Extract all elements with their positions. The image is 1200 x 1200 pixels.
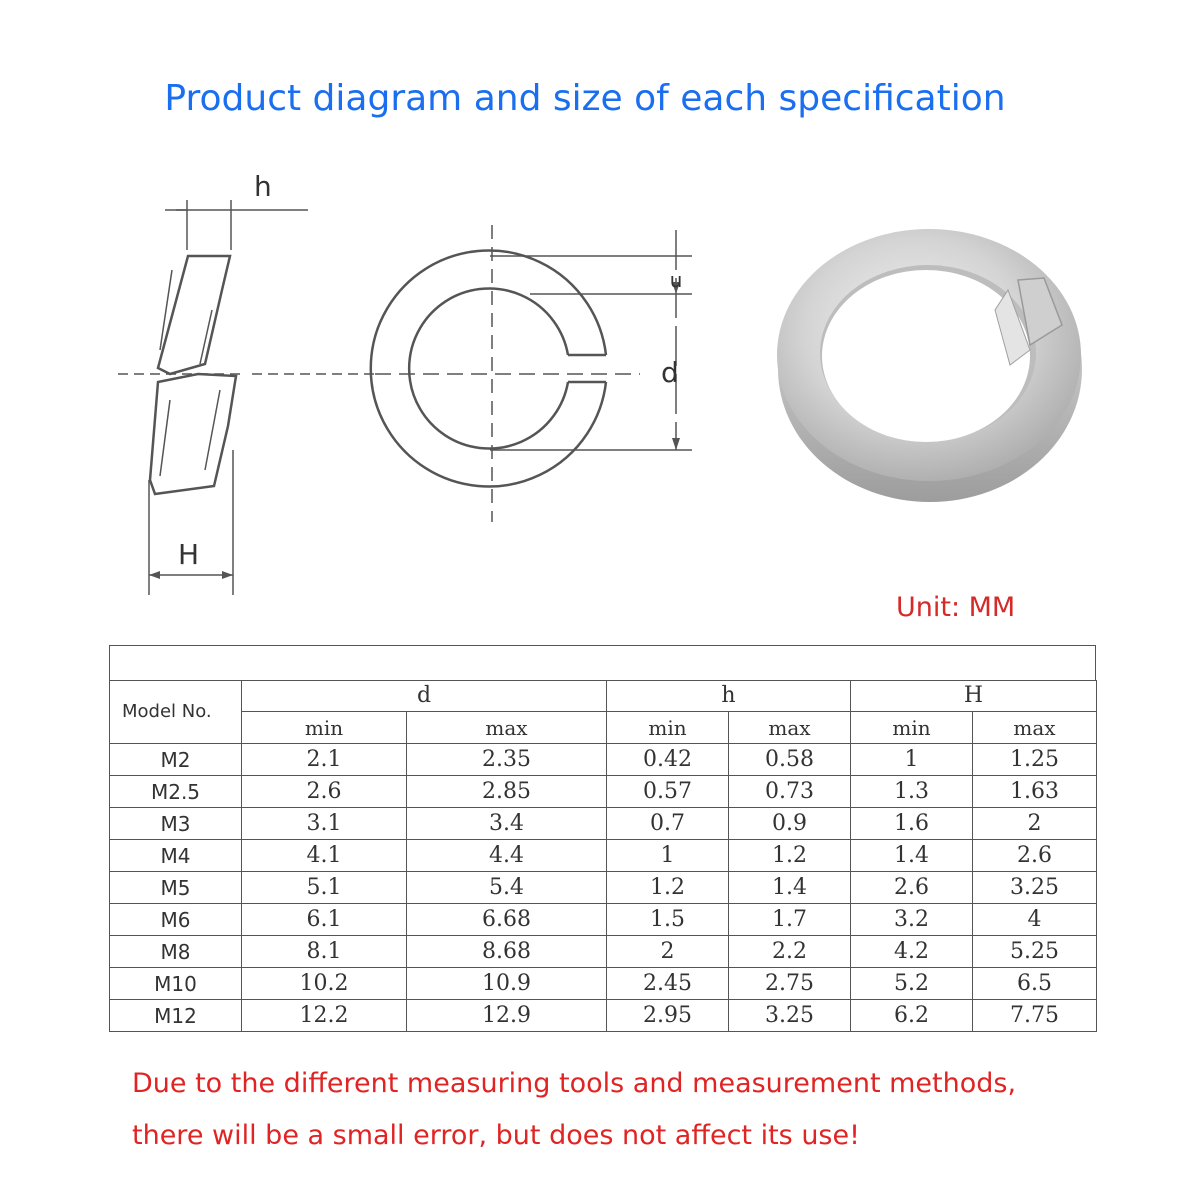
table-row — [110, 1000, 1097, 1032]
value-cell: 2.85 — [407, 776, 607, 808]
disclaimer-note — [132, 1058, 1172, 1162]
label-n: n — [669, 271, 683, 295]
value-cell: 4.2 — [851, 936, 973, 968]
table-row — [110, 872, 1097, 904]
value-cell: 4.1 — [242, 840, 407, 872]
side-view — [118, 200, 308, 595]
value-cell: 1 — [607, 840, 729, 872]
value-cell: 0.7 — [607, 808, 729, 840]
value-cell: 8.68 — [407, 936, 607, 968]
value-cell: 3.2 — [851, 904, 973, 936]
value-cell: 1.4 — [851, 840, 973, 872]
model-header: Model No. — [110, 681, 242, 744]
washer-diagram — [0, 150, 1200, 610]
value-cell: 1.25 — [973, 744, 1097, 776]
value-cell: 3.4 — [407, 808, 607, 840]
table-row — [110, 776, 1097, 808]
value-cell: 0.57 — [607, 776, 729, 808]
value-cell: 6.2 — [851, 1000, 973, 1032]
value-cell: 2.6 — [242, 776, 407, 808]
sub-header: max — [407, 712, 607, 744]
value-cell: 1.2 — [729, 840, 851, 872]
value-cell: 5.25 — [973, 936, 1097, 968]
sub-header: min — [607, 712, 729, 744]
value-cell: 1.5 — [607, 904, 729, 936]
value-cell: 5.1 — [242, 872, 407, 904]
value-cell: 3.25 — [729, 1000, 851, 1032]
table-row — [110, 968, 1097, 1000]
value-cell: 1.7 — [729, 904, 851, 936]
model-cell: M3 — [110, 808, 242, 840]
spec-table — [109, 680, 1097, 1032]
value-cell: 0.42 — [607, 744, 729, 776]
model-cell: M2 — [110, 744, 242, 776]
value-cell: 5.4 — [407, 872, 607, 904]
value-cell: 0.9 — [729, 808, 851, 840]
value-cell: 0.58 — [729, 744, 851, 776]
value-cell: 2.45 — [607, 968, 729, 1000]
value-cell: 2.2 — [729, 936, 851, 968]
group-header-d: d — [242, 681, 607, 712]
front-view — [252, 225, 692, 522]
value-cell: 4 — [973, 904, 1097, 936]
table-row — [110, 904, 1097, 936]
value-cell: 2.6 — [851, 872, 973, 904]
model-cell: M2.5 — [110, 776, 242, 808]
value-cell: 2.35 — [407, 744, 607, 776]
group-header-h: h — [607, 681, 851, 712]
label-H: H — [178, 538, 200, 571]
note-line: there will be a small error, but does not affect its use! — [132, 1120, 860, 1151]
note-line: Due to the different measuring tools and measurement methods, — [132, 1068, 1017, 1099]
value-cell: 2.1 — [242, 744, 407, 776]
value-cell: 3.1 — [242, 808, 407, 840]
value-cell: 6.1 — [242, 904, 407, 936]
value-cell: 2.95 — [607, 1000, 729, 1032]
sub-header: min — [851, 712, 973, 744]
value-cell: 4.4 — [407, 840, 607, 872]
table-row — [110, 808, 1097, 840]
value-cell: 2.6 — [973, 840, 1097, 872]
model-cell: M6 — [110, 904, 242, 936]
value-cell: 12.2 — [242, 1000, 407, 1032]
label-d: d — [661, 356, 679, 389]
value-cell: 1.4 — [729, 872, 851, 904]
page-title: Product diagram and size of each specification — [164, 78, 1006, 119]
value-cell: 2 — [607, 936, 729, 968]
value-cell: 1.3 — [851, 776, 973, 808]
group-header-H: H — [851, 681, 1097, 712]
sub-header: min — [242, 712, 407, 744]
value-cell: 0.73 — [729, 776, 851, 808]
model-cell: M10 — [110, 968, 242, 1000]
sub-header: max — [729, 712, 851, 744]
table-row — [110, 936, 1097, 968]
table-header-strip — [109, 645, 1096, 680]
label-h: h — [254, 170, 272, 203]
value-cell: 12.9 — [407, 1000, 607, 1032]
value-cell: 10.9 — [407, 968, 607, 1000]
value-cell: 6.5 — [973, 968, 1097, 1000]
table-row — [110, 744, 1097, 776]
value-cell: 10.2 — [242, 968, 407, 1000]
value-cell: 7.75 — [973, 1000, 1097, 1032]
value-cell: 1.63 — [973, 776, 1097, 808]
unit-label: Unit: MM — [896, 592, 1016, 623]
value-cell: 1.2 — [607, 872, 729, 904]
sub-header: max — [973, 712, 1097, 744]
model-cell: M12 — [110, 1000, 242, 1032]
model-cell: M4 — [110, 840, 242, 872]
spec-table-container — [109, 645, 1096, 1031]
value-cell: 1.6 — [851, 808, 973, 840]
model-cell: M5 — [110, 872, 242, 904]
value-cell: 6.68 — [407, 904, 607, 936]
value-cell: 2.75 — [729, 968, 851, 1000]
value-cell: 8.1 — [242, 936, 407, 968]
value-cell: 2 — [973, 808, 1097, 840]
value-cell: 1 — [851, 744, 973, 776]
table-row — [110, 840, 1097, 872]
model-cell: M8 — [110, 936, 242, 968]
value-cell: 5.2 — [851, 968, 973, 1000]
washer-photo — [777, 229, 1082, 502]
value-cell: 3.25 — [973, 872, 1097, 904]
